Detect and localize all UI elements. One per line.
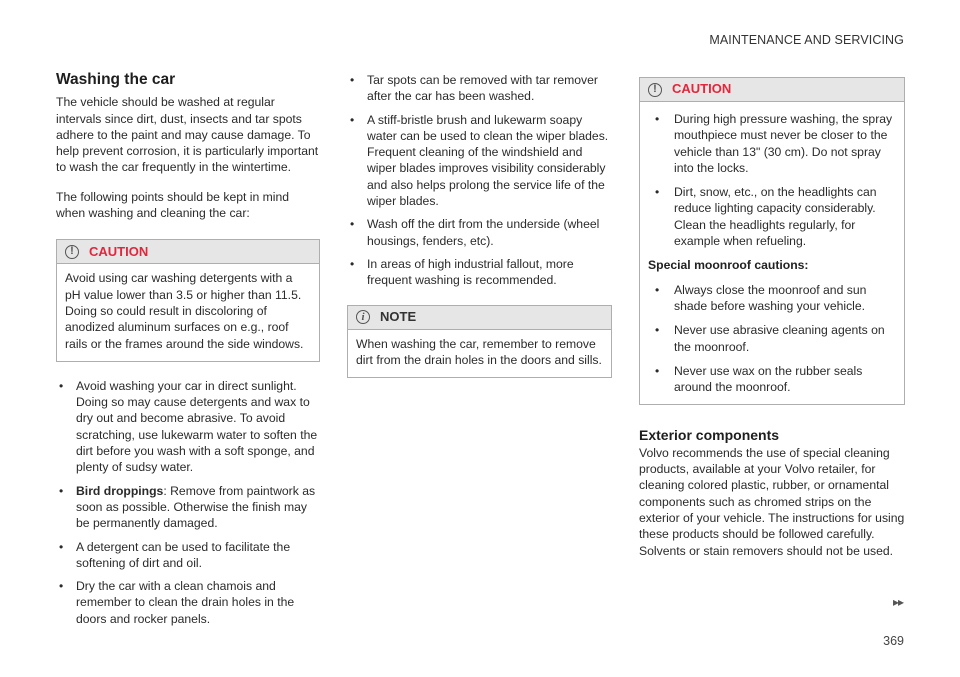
high-pressure-list xyxy=(648,111,896,249)
page-number: 369 xyxy=(883,634,904,648)
list-item: • Never use wax on the rubber seals around the moonroof. xyxy=(648,363,896,396)
intro-paragraph: The vehicle should be washed at regular intervals since dirt, dust, insects and tar spots adhere to the paint and may cause damage. To help prevent corrosion, it is particularly important to wash the car frequently in the wintertime. xyxy=(56,95,319,175)
list-item: • Always close the moonroof and sun shade before washing your vehicle. xyxy=(648,282,896,315)
list-item: • Dirt, snow, etc., on the headlights can reduce lighting capacity considerably. Clean the headlights regularly, for example when refueling. xyxy=(648,184,896,249)
section-title: Washing the car xyxy=(56,71,176,88)
list-item: • A detergent can be used to facilitate the softening of dirt and oil. xyxy=(56,539,320,572)
note-title: NOTE xyxy=(380,308,417,324)
info-circle-icon: i xyxy=(356,310,370,324)
note-header xyxy=(348,306,611,330)
caution-title: CAUTION xyxy=(672,81,732,97)
exterior-components-text: Volvo recommends the use of special cleaning products, available at your Volvo retailer, for cleaning colored plastic, rubber, or ornamental components such as chromed strips on the exterior of your vehicle. The instructions for using these products should be followed carefully. Solvents or stain removers should not be used. xyxy=(639,445,905,558)
caution-title: CAUTION xyxy=(89,243,149,259)
list-item: • Avoid washing your car in direct sunlight. Doing so may cause detergents and wax to dry out and become abrasive. To avoid scratching, use lukewarm water to soften the dirt before you wash with a soft sponge, and plenty of sudsy water. xyxy=(56,378,320,476)
list-item: • Never use abrasive cleaning agents on the moonroof. xyxy=(648,322,896,355)
body-paragraph: The following points should be kept in mind when washing and cleaning the car: xyxy=(56,189,290,221)
exclamation-circle-icon: ! xyxy=(65,245,79,259)
caution-body xyxy=(640,102,904,404)
list-item: • In areas of high industrial fallout, more frequent washing is recommended. xyxy=(347,256,612,289)
caution-box xyxy=(639,77,905,405)
next-page-icon: ▸▸ xyxy=(892,595,903,609)
caution-header xyxy=(57,240,319,264)
column-3 xyxy=(639,72,905,559)
moonroof-list xyxy=(648,282,896,396)
list-item: • During high pressure washing, the spray mouthpiece must never be closer to the vehicle than 13" (30 cm). Do not spray into the locks. xyxy=(648,111,896,176)
column-2 xyxy=(347,72,612,378)
list-item: • Dry the car with a clean chamois and remember to clean the drain holes in the doors and rocker panels. xyxy=(56,578,320,627)
column-1 xyxy=(56,72,320,634)
caution-box xyxy=(56,239,320,361)
washing-tips-list-continued xyxy=(347,72,612,289)
note-box xyxy=(347,305,612,379)
list-item: • A stiff-bristle brush and lukewarm soapy water can be used to clean the wiper blades. Frequent cleaning of the windshield and wiper blades improves visibility considerably and also helps prolong the service life of the wiper blades. xyxy=(347,112,612,210)
bold-term: Bird droppings xyxy=(76,483,164,498)
section-header: MAINTENANCE AND SERVICING xyxy=(709,33,904,47)
caution-text: Avoid using car washing detergents with a pH value lower than 3.5 or higher than 11.5. Doing so could result in discoloring of anodized aluminum surfaces on e.g., roof rails or the frames around the side windows. xyxy=(65,271,304,351)
exclamation-circle-icon: ! xyxy=(648,83,662,97)
list-item: • Tar spots can be removed with tar remover after the car has been washed. xyxy=(347,72,612,105)
washing-tips-list xyxy=(56,378,320,627)
moonroof-subheading: Special moonroof cautions: xyxy=(648,258,809,273)
note-text: When washing the car, remember to remove dirt from the drain holes in the doors and sills. xyxy=(356,336,602,367)
caution-header xyxy=(640,78,904,102)
list-item: • Wash off the dirt from the underside (wheel housings, fenders, etc). xyxy=(347,216,612,249)
list-item: • Bird droppings: Remove from paintwork as soon as possible. Otherwise the finish may be permanently damaged. xyxy=(56,483,320,532)
exterior-components-title: Exterior components xyxy=(639,427,780,444)
